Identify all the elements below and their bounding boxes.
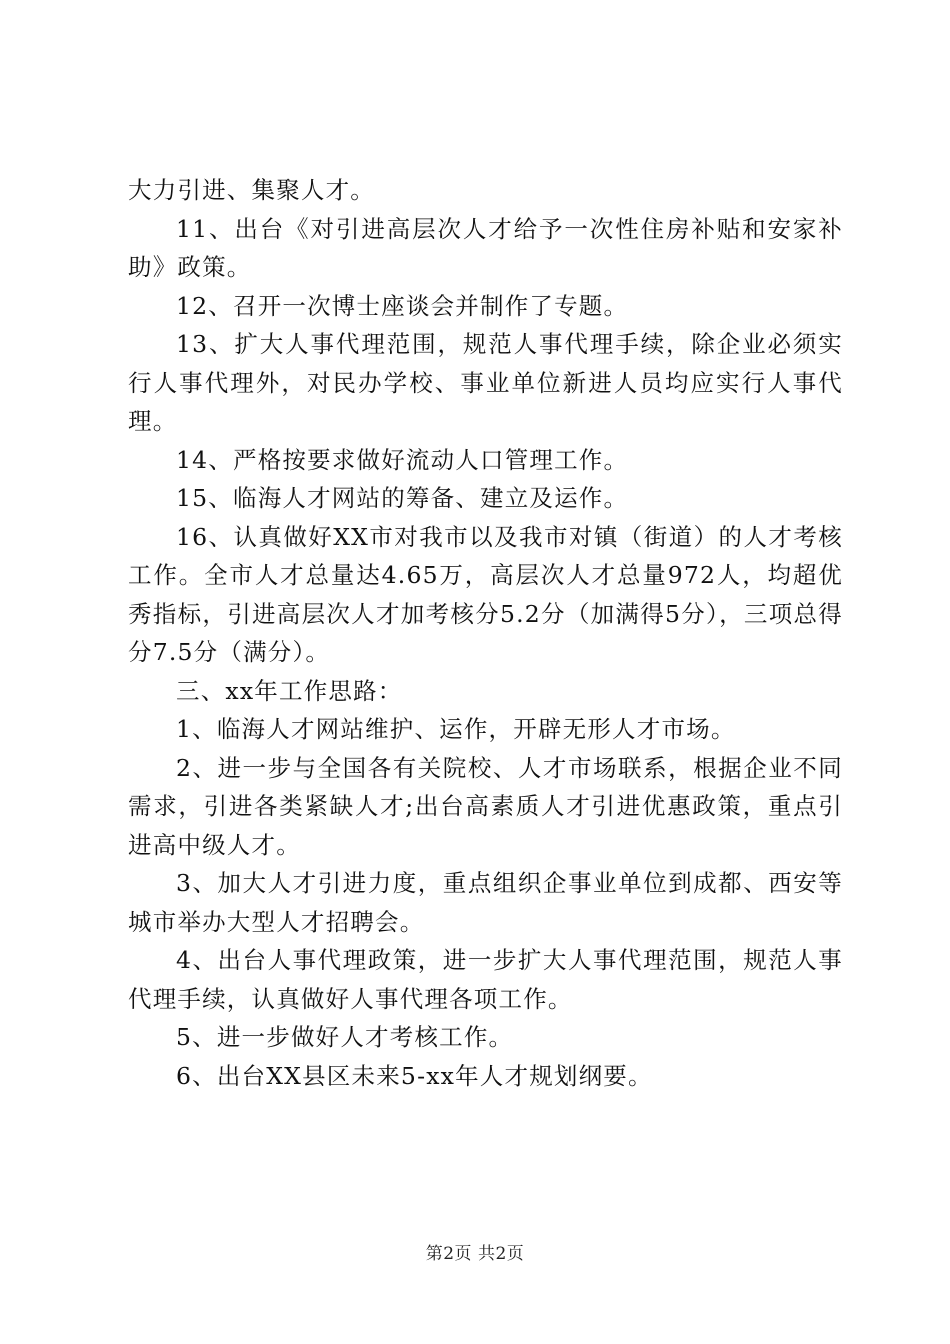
paragraph: 16、认真做好XX市对我市以及我市对镇（街道）的人才考核工作。全市人才总量达4.65万，高层次人才总量972人，均超优秀指标，引进高层次人才加考核分5.2分（加满得5分），三项总得分7.5分（满分）。: [128, 522, 843, 666]
paragraph: 14、严格按要求做好流动人口管理工作。: [176, 445, 629, 474]
paragraph: 11、出台《对引进高层次人才给予一次性住房补贴和安家补助》政策。: [128, 214, 843, 281]
document-body: [128, 171, 843, 1095]
paragraph: 13、扩大人事代理范围，规范人事代理手续，除企业必须实行人事代理外，对民办学校、事业单位新进人员均应实行人事代理。: [128, 330, 843, 435]
paragraph: 4、出台人事代理政策，进一步扩大人事代理范围，规范人事代理手续，认真做好人事代理各项工作。: [128, 946, 843, 1013]
paragraph: 大力引进、集聚人才。: [128, 176, 375, 204]
paragraph: 5、进一步做好人才考核工作。: [176, 1023, 514, 1051]
paragraph: 3、加大人才引进力度，重点组织企事业单位到成都、西安等城市举办大型人才招聘会。: [128, 869, 843, 936]
section-heading: 三、xx年工作思路：: [176, 676, 403, 705]
page-number-footer: 第2页 共2页: [425, 1244, 525, 1264]
paragraph: 2、进一步与全国各有关院校、人才市场联系，根据企业不同需求，引进各类紧缺人才;出台高素质人才引进优惠政策，重点引进高中级人才。: [128, 753, 843, 859]
paragraph: 15、临海人才网站的筹备、建立及运作。: [176, 484, 629, 512]
paragraph: 6、出台XX县区未来5-xx年人才规划纲要。: [176, 1061, 653, 1090]
paragraph: 1、临海人才网站维护、运作，开辟无形人才市场。: [176, 715, 736, 743]
paragraph: 12、召开一次博士座谈会并制作了专题。: [176, 291, 629, 320]
